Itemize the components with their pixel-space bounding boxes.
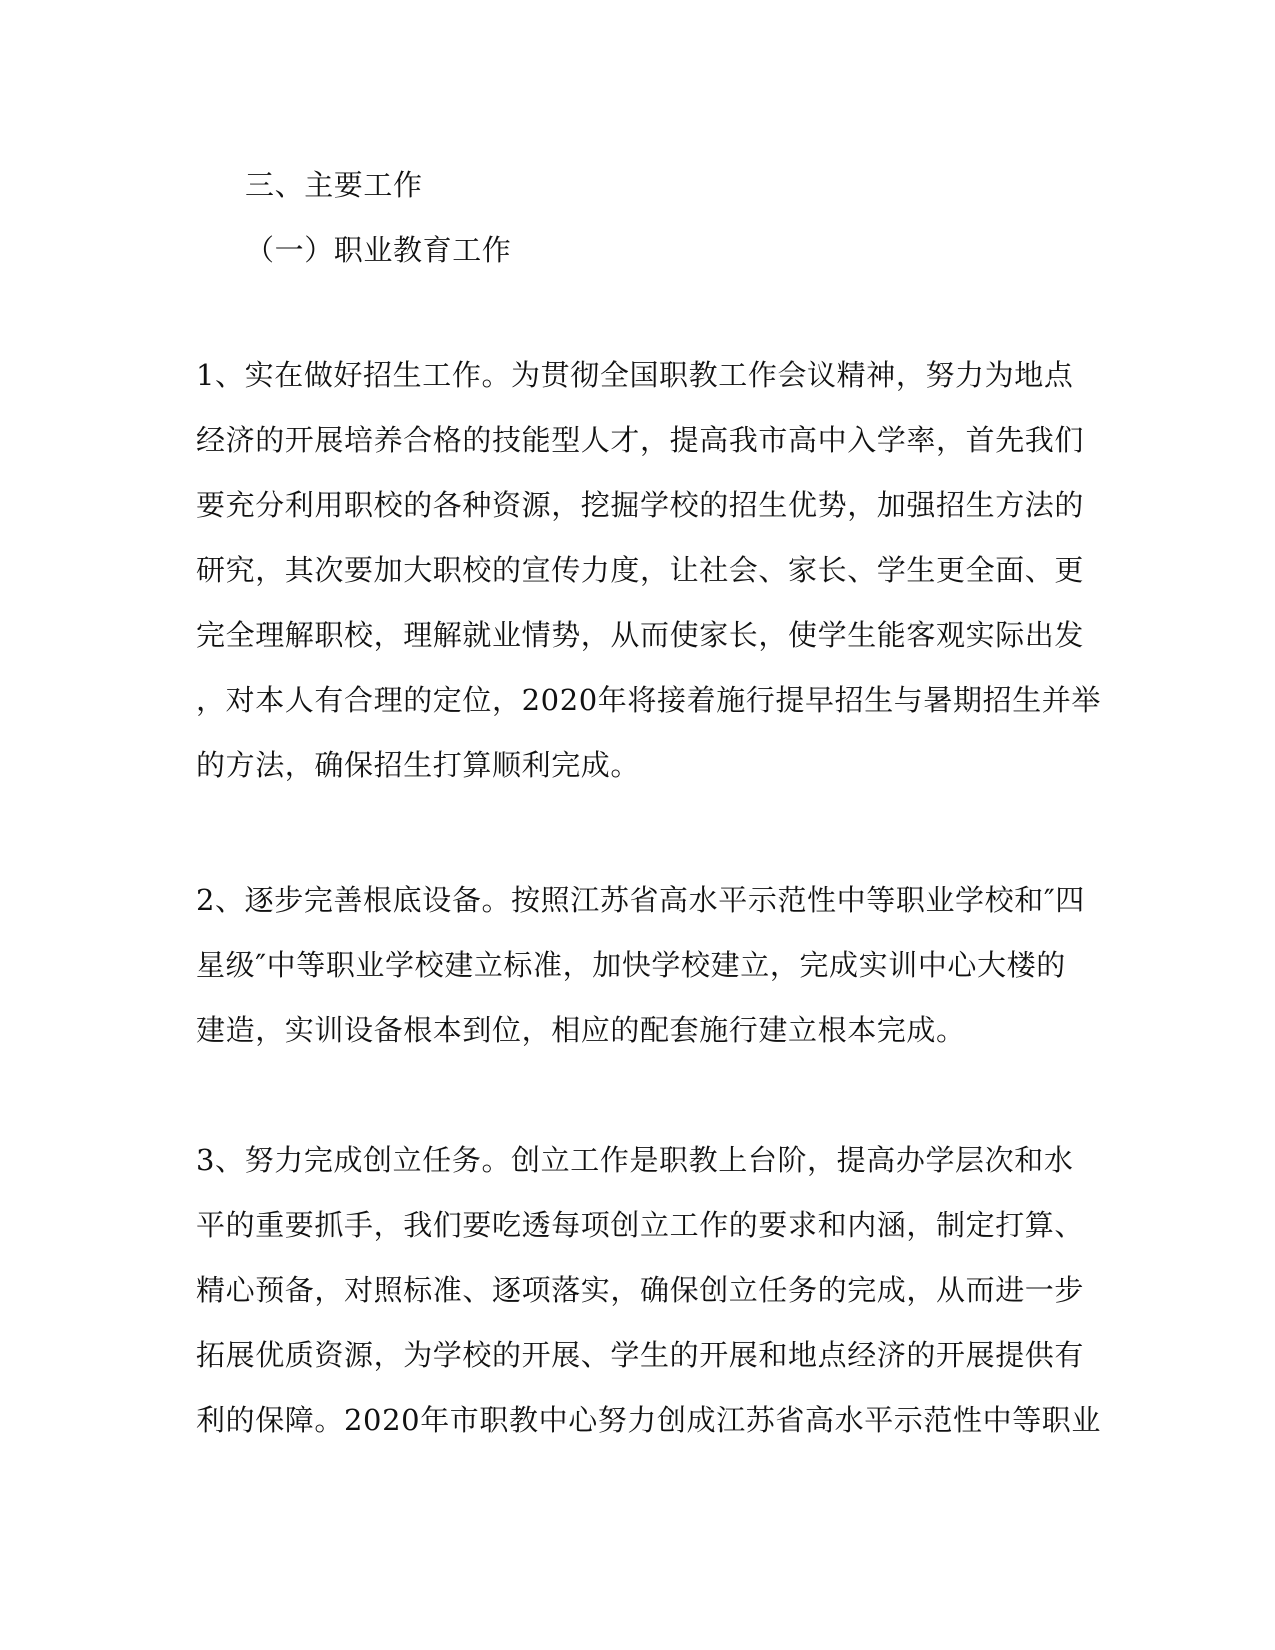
- paragraph-line: 1、实在做好招生工作。为贯彻全国职教工作会议精神，努力为地点: [196, 358, 1074, 392]
- paragraph-line: 利的保障。2020年市职教中心努力创成江苏省高水平示范性中等职业: [196, 1403, 1102, 1437]
- paragraph-recruitment: [196, 355, 1101, 810]
- paragraph-line: 星级″中等职业学校建立标准，加快学校建立，完成实训中心大楼的: [196, 948, 1066, 982]
- paragraph-line: ，对本人有合理的定位，2020年将接着施行提早招生与暑期招生并举: [196, 683, 1102, 717]
- paragraph-line: 的方法，确保招生打算顺利完成。: [196, 748, 641, 782]
- paragraph-line: 平的重要抓手，我们要吃透每项创立工作的要求和内涵，制定打算、: [196, 1208, 1085, 1242]
- paragraph-line: 研究，其次要加大职校的宣传力度，让社会、家长、学生更全面、更: [196, 553, 1085, 587]
- paragraph-line: 精心预备，对照标准、逐项落实，确保创立任务的完成，从而进一步: [196, 1273, 1085, 1307]
- subsection-heading: （一）职业教育工作: [245, 233, 512, 267]
- paragraph-line: 要充分利用职校的各种资源，挖掘学校的招生优势，加强招生方法的: [196, 488, 1085, 522]
- paragraph-line: 完全理解职校，理解就业情势，从而使家长，使学生能客观实际出发: [196, 618, 1085, 652]
- paragraph-facilities: [196, 880, 1085, 1075]
- paragraph-line: 2、逐步完善根底设备。按照江苏省高水平示范性中等职业学校和″四: [196, 883, 1085, 917]
- section-heading: 三、主要工作: [245, 168, 423, 202]
- paragraph-creation-tasks: [196, 1140, 1101, 1465]
- paragraph-line: 经济的开展培养合格的技能型人才，提高我市高中入学率，首先我们: [196, 423, 1085, 457]
- paragraph-line: 拓展优质资源，为学校的开展、学生的开展和地点经济的开展提供有: [196, 1338, 1085, 1372]
- paragraph-line: 建造，实训设备根本到位，相应的配套施行建立根本完成。: [196, 1013, 966, 1047]
- paragraph-line: 3、努力完成创立任务。创立工作是职教上台阶，提高办学层次和水: [196, 1143, 1074, 1177]
